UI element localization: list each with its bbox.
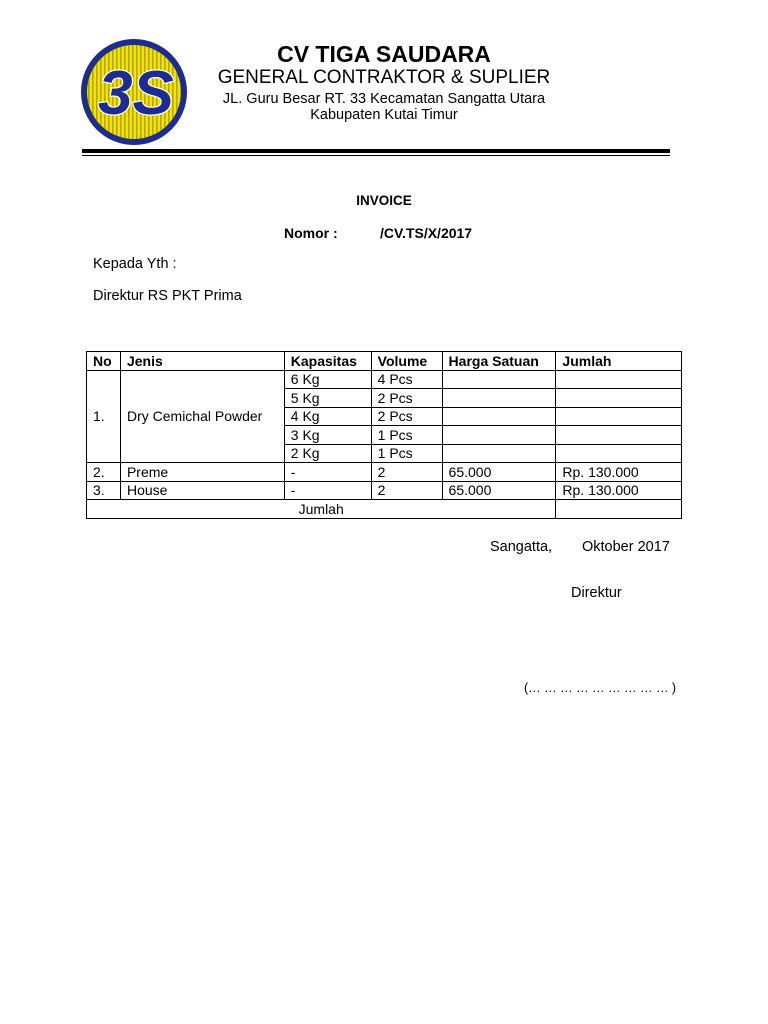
item-volume: 2 Pcs	[371, 389, 442, 408]
item-volume: 2	[371, 481, 442, 500]
total-label: Jumlah	[87, 500, 556, 519]
company-address-line-1: JL. Guru Besar RT. 33 Kecamatan Sangatta Utara	[222, 91, 546, 107]
total-value	[556, 500, 682, 519]
column-header-harga-satuan: Harga Satuan	[442, 352, 556, 371]
letterhead-divider-thick	[82, 149, 670, 153]
letterhead-divider-thin	[82, 155, 670, 156]
item-amount	[556, 444, 682, 463]
item-unit-price: 65.000	[442, 481, 556, 500]
company-logo	[80, 38, 188, 146]
item-name: Preme	[120, 463, 284, 482]
item-unit-price	[442, 370, 556, 389]
item-volume: 2 Pcs	[371, 407, 442, 426]
item-capacity: -	[284, 463, 371, 482]
greeting: Kepada Yth :	[93, 256, 177, 272]
item-amount	[556, 407, 682, 426]
table-row	[87, 463, 682, 482]
item-number: 1.	[87, 370, 121, 463]
item-volume: 1 Pcs	[371, 426, 442, 445]
item-amount: Rp. 130.000	[556, 481, 682, 500]
logo-stripe	[88, 38, 90, 146]
item-capacity: 3 Kg	[284, 426, 371, 445]
item-capacity: 6 Kg	[284, 370, 371, 389]
item-volume: 4 Pcs	[371, 370, 442, 389]
item-capacity: 2 Kg	[284, 444, 371, 463]
invoice-number-label: Nomor :	[284, 225, 338, 241]
invoice-number-value: /CV.TS/X/2017	[380, 225, 473, 241]
table-row	[87, 481, 682, 500]
column-header-jenis: Jenis	[120, 352, 284, 371]
item-unit-price	[442, 426, 556, 445]
invoice-table	[86, 351, 682, 519]
item-volume: 2	[371, 463, 442, 482]
item-capacity: -	[284, 481, 371, 500]
recipient-name: Direktur RS PKT Prima	[93, 288, 242, 304]
column-header-kapasitas: Kapasitas	[284, 352, 371, 371]
item-name: Dry Cemichal Powder	[120, 370, 284, 463]
item-number: 3.	[87, 481, 121, 500]
item-capacity: 5 Kg	[284, 389, 371, 408]
item-unit-price	[442, 407, 556, 426]
item-unit-price	[442, 444, 556, 463]
item-number: 2.	[87, 463, 121, 482]
column-header-jumlah: Jumlah	[556, 352, 682, 371]
signatory-name-placeholder: (… … … … … … … … … )	[524, 681, 677, 695]
logo-stripe	[176, 38, 178, 146]
invoice-title: INVOICE	[356, 193, 412, 208]
item-amount	[556, 389, 682, 408]
logo-lettering: 3S	[98, 59, 174, 128]
company-tagline: GENERAL CONTRAKTOR & SUPLIER	[217, 67, 551, 88]
table-header-row	[87, 352, 682, 371]
signature-date: Oktober 2017	[582, 539, 670, 555]
item-amount: Rp. 130.000	[556, 463, 682, 482]
item-amount	[556, 426, 682, 445]
item-name: House	[120, 481, 284, 500]
company-address-line-2: Kabupaten Kutai Timur	[310, 107, 458, 123]
logo-stripe	[92, 38, 94, 146]
signature-place: Sangatta,	[490, 539, 553, 555]
table-total-row	[87, 500, 682, 519]
signatory-position: Direktur	[571, 585, 622, 601]
column-header-no: No	[87, 352, 121, 371]
item-capacity: 4 Kg	[284, 407, 371, 426]
table-row	[87, 370, 682, 389]
item-volume: 1 Pcs	[371, 444, 442, 463]
item-amount	[556, 370, 682, 389]
item-unit-price	[442, 389, 556, 408]
column-header-volume: Volume	[371, 352, 442, 371]
item-unit-price: 65.000	[442, 463, 556, 482]
company-name: CV TIGA SAUDARA	[277, 41, 491, 67]
